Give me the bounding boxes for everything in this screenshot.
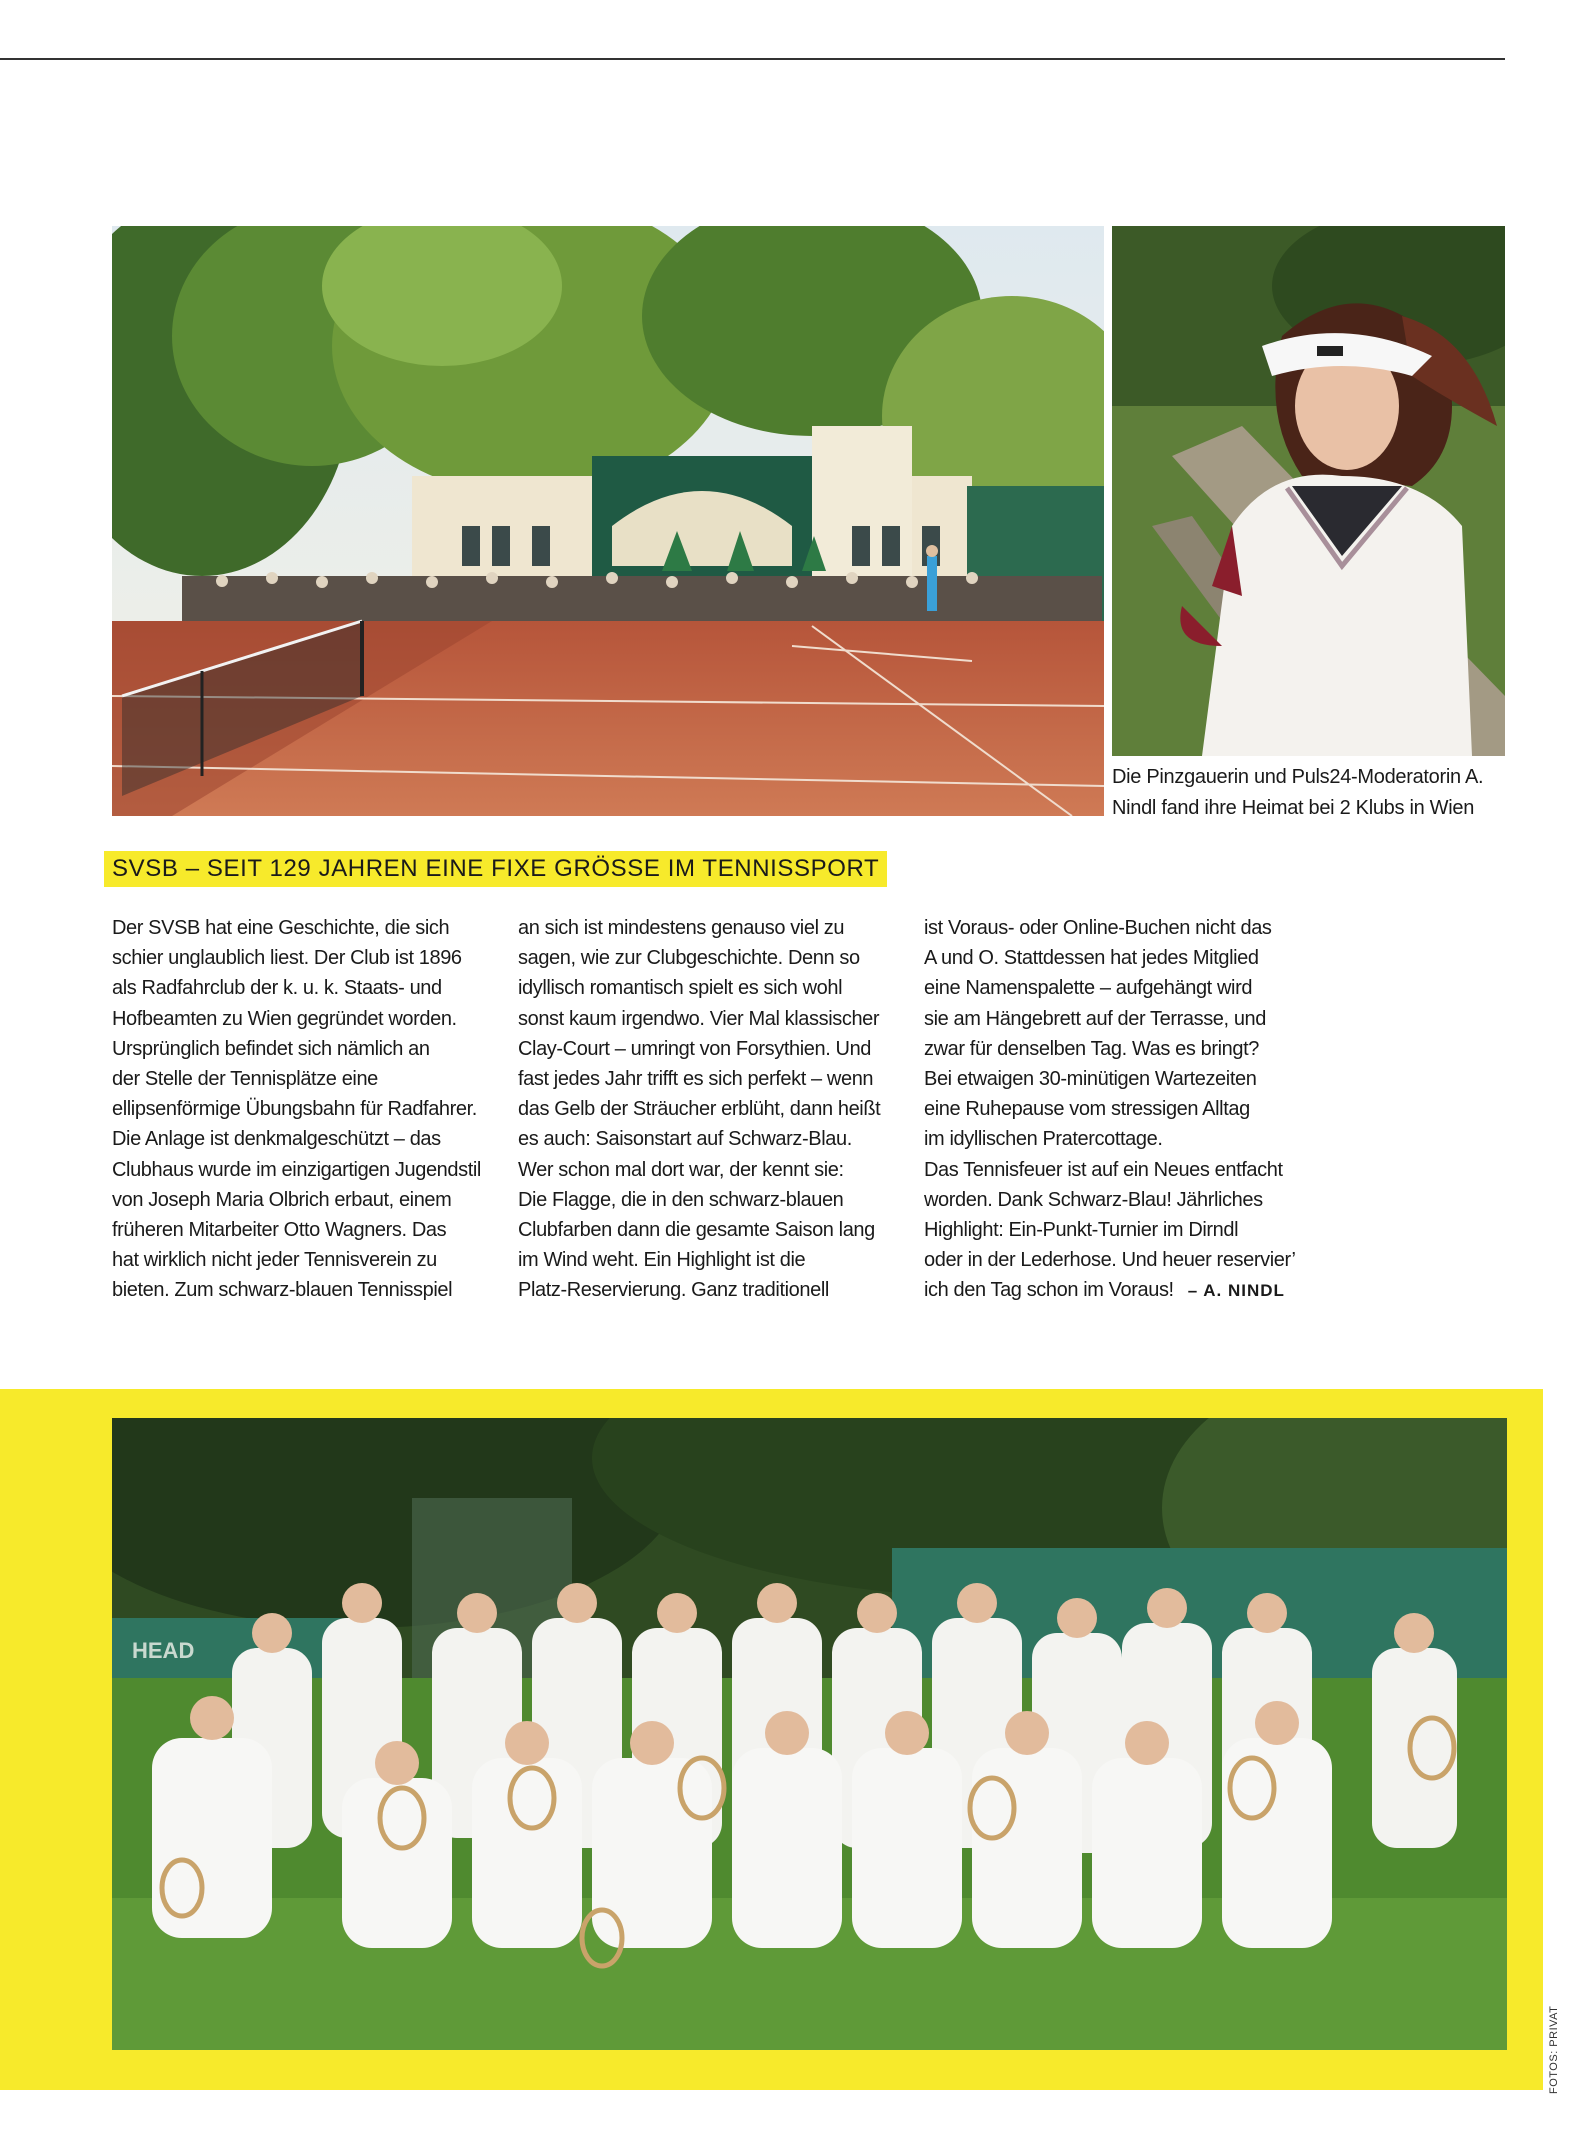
article-line: zwar für denselben Tag. Was es bringt? bbox=[924, 1037, 1259, 1060]
caption-line-1: Die Pinzgauerin und Puls24-Moderatorin A. bbox=[1112, 766, 1484, 788]
article-line: sie am Hängebrett auf der Terrasse, und bbox=[924, 1007, 1267, 1030]
article-line: Die Anlage ist denkmalgeschützt – das bbox=[112, 1128, 441, 1151]
article-line: oder in der Lederhose. Und heuer reservier’ bbox=[924, 1249, 1296, 1272]
article-line: Platz-Reservierung. Ganz traditionell bbox=[518, 1279, 829, 1302]
article-line: bieten. Zum schwarz-blauen Tennisspiel bbox=[112, 1279, 453, 1302]
article-line: Clay-Court – umringt von Forsythien. Und bbox=[518, 1037, 872, 1060]
article-column-1 bbox=[112, 913, 497, 1306]
article-line: Wer schon mal dort war, der kennt sie: bbox=[518, 1158, 844, 1181]
svg-text:HEAD: HEAD bbox=[132, 1638, 195, 1663]
article-line: als Radfahrclub der k. u. k. Staats- und bbox=[112, 977, 442, 1000]
article-line: schier unglaublich liest. Der Club ist 1896 bbox=[112, 947, 462, 970]
article-line: Hofbeamten zu Wien gegründet worden. bbox=[112, 1007, 457, 1030]
article-line: Ursprünglich befindet sich nämlich an bbox=[112, 1037, 430, 1060]
article-line: ellipsenförmige Übungsbahn für Radfahrer. bbox=[112, 1098, 477, 1121]
author-byline: – A. NINDL bbox=[1187, 1281, 1285, 1301]
article-line: worden. Dank Schwarz-Blau! Jährliches bbox=[924, 1188, 1263, 1211]
article-line: eine Namenspalette – aufgehängt wird bbox=[924, 977, 1253, 1000]
group-photo-vintage-tennis bbox=[112, 1418, 1507, 2050]
article-line: der Stelle der Tennisplätze eine bbox=[112, 1068, 378, 1091]
article-line: Der SVSB hat eine Geschichte, die sich bbox=[112, 917, 450, 939]
article-line: Clubfarben dann die gesamte Saison lang bbox=[518, 1219, 875, 1242]
caption-line-2: Nindl fand ihre Heimat bei 2 Klubs in Wien bbox=[1112, 797, 1475, 819]
photo-caption bbox=[1112, 762, 1512, 824]
article-line: A und O. Stattdessen hat jedes Mitglied bbox=[924, 947, 1259, 970]
article-line: Die Flagge, die in den schwarz-blauen bbox=[518, 1188, 844, 1211]
article-line bbox=[924, 1275, 1309, 1306]
photo-credit: FOTOS: PRIVAT bbox=[1548, 2005, 1560, 2094]
article-column-2 bbox=[518, 913, 903, 1306]
article-line: ist Voraus- oder Online-Buchen nicht das bbox=[924, 917, 1272, 939]
article-line: idyllisch romantisch spielt es sich wohl bbox=[518, 977, 843, 1000]
article-line: an sich ist mindestens genauso viel zu bbox=[518, 917, 845, 939]
article-line: Clubhaus wurde im einzigartigen Jugendstil bbox=[112, 1158, 481, 1181]
article-line: sagen, wie zur Clubgeschichte. Denn so bbox=[518, 947, 860, 970]
article-line: Bei etwaigen 30-minütigen Wartezeiten bbox=[924, 1068, 1257, 1091]
article-line: das Gelb der Sträucher erblüht, dann heißt bbox=[518, 1098, 881, 1121]
article-line: fast jedes Jahr trifft es sich perfekt – wenn bbox=[518, 1068, 874, 1091]
article-line: hat wirklich nicht jeder Tennisverein zu bbox=[112, 1249, 437, 1272]
top-rule bbox=[0, 58, 1505, 60]
article-line: im Wind weht. Ein Highlight ist die bbox=[518, 1249, 806, 1272]
tennis-player-portrait-photo bbox=[1112, 226, 1505, 756]
tennis-court-clubhouse-photo bbox=[112, 226, 1104, 816]
article-line: es auch: Saisonstart auf Schwarz-Blau. bbox=[518, 1128, 852, 1151]
article-headline: SVSB – SEIT 129 JAHREN EINE FIXE GRÖSSE IM TENNISSPORT bbox=[104, 851, 887, 887]
article-line: früheren Mitarbeiter Otto Wagners. Das bbox=[112, 1219, 447, 1242]
article-column-3 bbox=[924, 913, 1309, 1307]
article-last-line: ich den Tag schon im Voraus! bbox=[924, 1279, 1174, 1302]
article-line: im idyllischen Pratercottage. bbox=[924, 1128, 1163, 1151]
article-line: von Joseph Maria Olbrich erbaut, einem bbox=[112, 1188, 452, 1211]
article-line: Das Tennisfeuer ist auf ein Neues entfacht bbox=[924, 1158, 1283, 1181]
article-line: Highlight: Ein-Punkt-Turnier im Dirndl bbox=[924, 1219, 1239, 1242]
article-line: eine Ruhepause vom stressigen Alltag bbox=[924, 1098, 1250, 1121]
article-line: sonst kaum irgendwo. Vier Mal klassischer bbox=[518, 1007, 880, 1030]
